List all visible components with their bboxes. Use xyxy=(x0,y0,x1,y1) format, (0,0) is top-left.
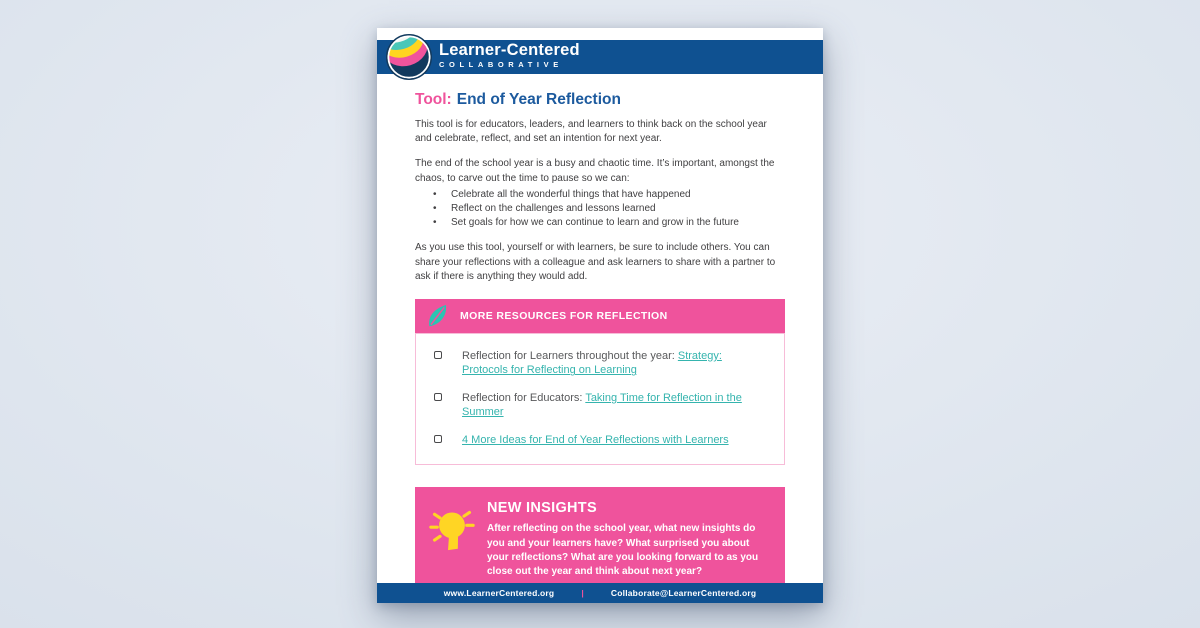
resources-banner-title: MORE RESOURCES FOR REFLECTION xyxy=(460,309,668,322)
page-title-main: End of Year Reflection xyxy=(456,91,621,108)
reflection-bullet-list xyxy=(415,188,785,231)
footer-bar xyxy=(377,583,823,603)
closing-paragraph: As you use this tool, yourself or with learners, be sure to include others. You can share your reflections with a colleague and ask learners to share with a partner to ask if there is anything they would add. xyxy=(415,242,776,282)
bullet-item: • Reflect on the challenges and lessons learned xyxy=(415,202,785,216)
footer-divider: | xyxy=(581,588,584,598)
page-title xyxy=(415,91,785,109)
logo-wordmark xyxy=(439,41,580,69)
bullet-item: • Set goals for how we can continue to learn and grow in the future xyxy=(415,216,785,230)
checkbox-icon[interactable] xyxy=(434,393,442,401)
insights-text-column xyxy=(487,500,769,579)
page-title-prefix: Tool: xyxy=(415,91,452,108)
intro-paragraph: This tool is for educators, leaders, and learners to think back on the school year and celebrate, reflect, and set an intention for next year. xyxy=(415,119,767,145)
logo-subtitle: COLLABORATIVE xyxy=(439,60,563,70)
resource-text xyxy=(462,349,768,378)
document-content xyxy=(377,91,823,594)
new-insights-box xyxy=(415,487,785,594)
resource-link-taking-time[interactable]: Taking Time for Reflection in the Summer xyxy=(462,391,742,419)
resource-text xyxy=(462,391,768,420)
bullet-item: • Celebrate all the wonderful things that have happened xyxy=(415,188,785,202)
lightbulb-icon xyxy=(429,503,475,555)
document-page xyxy=(377,28,823,603)
resources-banner xyxy=(415,299,785,333)
list-item xyxy=(431,391,768,420)
checkbox-icon[interactable] xyxy=(434,435,442,443)
header-bar xyxy=(377,40,823,74)
logo-title: Learner-Centered xyxy=(439,41,580,59)
list-item xyxy=(431,433,768,448)
footer-website-link[interactable]: www.LearnerCentered.org xyxy=(443,588,555,598)
resource-link-strategy-protocols[interactable]: Strategy: Protocols for Reflecting on Learning xyxy=(462,349,722,377)
leaf-icon xyxy=(427,304,449,328)
resource-label: Reflection for Learners throughout the year: xyxy=(462,349,678,362)
learner-centered-logo-icon xyxy=(386,34,432,80)
resources-list-box xyxy=(415,333,785,466)
resource-text xyxy=(462,433,729,448)
checkbox-icon[interactable] xyxy=(434,351,442,359)
resource-link-4-more-ideas[interactable]: 4 More Ideas for End of Year Reflections with Learners xyxy=(462,433,729,446)
list-item xyxy=(431,349,768,378)
context-paragraph: The end of the school year is a busy and chaotic time. It’s important, amongst the chaos, to carve out the time to pause so we can: xyxy=(415,158,775,184)
resource-label: Reflection for Educators: xyxy=(462,391,586,404)
insights-heading: NEW INSIGHTS xyxy=(487,500,597,517)
insights-body: After reflecting on the school year, what new insights do you and your learners have? What surprised you about your reflections? What are you looking forward to as you close out the year and think about next year? xyxy=(487,523,759,578)
footer-email-link[interactable]: Collaborate@LearnerCentered.org xyxy=(610,588,757,598)
